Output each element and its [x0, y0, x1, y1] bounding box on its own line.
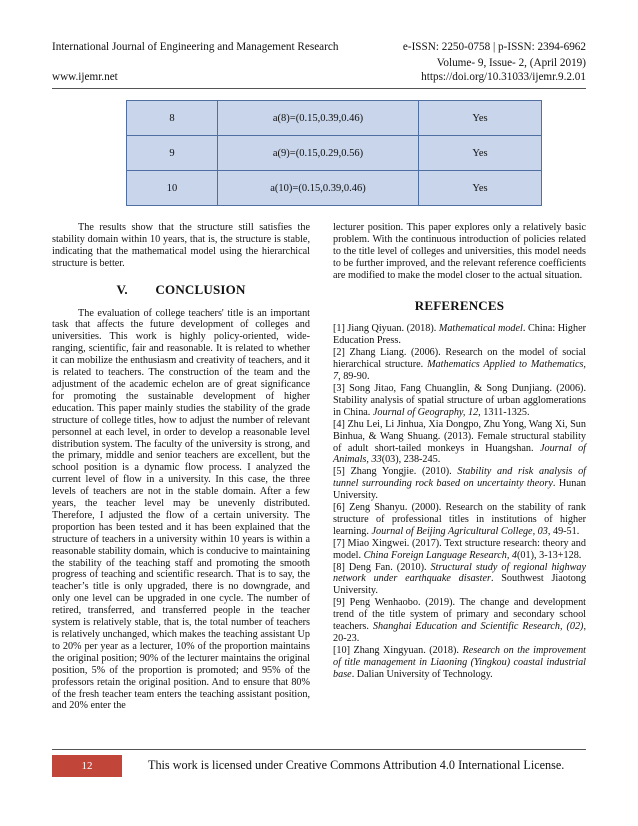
right-column [333, 222, 586, 681]
reference-text: [5] Zhang Yongjie. (2010). [333, 466, 458, 478]
section-title-conclusion: V. CONCLUSION [116, 281, 246, 297]
website-link[interactable]: www.ijemr.net [52, 71, 118, 83]
left-column [52, 222, 310, 712]
reference-text: [3] Song Jitao, Fang Chuanglin, & Song Dunjiang. (2006). Stability analysis of spatial structure of urban agglomerations in China. [333, 382, 586, 418]
table-row [127, 171, 542, 206]
table-row [127, 136, 542, 171]
reference-text: (03), 238-245. [381, 454, 441, 466]
journal-name: International Journal of Engineering and Management Research [52, 41, 339, 53]
stable-cell: Yes [419, 171, 542, 206]
reference-text: [10] Zhang Xingyuan. (2018). [333, 644, 463, 656]
reference-item [333, 466, 586, 502]
reference-text: . Southwest Jiaotong University. [333, 573, 586, 597]
reference-source: Research on the improvement of title management in Liaoning (Yingkou) coastal industrial base [333, 644, 586, 680]
reference-text: , 49-51. [547, 525, 580, 537]
reference-source: Mathematical model [438, 323, 523, 335]
reference-text: [6] Zeng Shanyu. (2000). Research on the stability of rank structure of professional titles in institutions of higher learning. [333, 502, 586, 537]
reference-item [333, 645, 586, 681]
results-paragraph: The results show that the structure still satisfies the stability domain within 10 years, that is, the structure is stable, indicating that the mathematical model using the hierarchical structure is better. [52, 222, 310, 269]
vector-cell: a(10)=(0.15,0.39,0.46) [218, 171, 419, 206]
reference-item [333, 419, 586, 467]
reference-item [333, 383, 586, 419]
vector-cell: a(9)=(0.15,0.29,0.56) [218, 136, 419, 171]
reference-text: , 1311-1325. [478, 406, 530, 418]
conclusion-paragraph: The evaluation of college teachers' title is an important task that affects the future development of colleges and universities. This work is highly policy-oriented, wide-ranging, scientific, fair and reasonable. It is related to whether it can mobilize the enthusiasm and creativity of teachers, and it is related to teachers. The construction of the team and the adjustment of the academic echelon are of great significance for promoting the sustainable development of higher education. This paper mainly studies the stability of the grade structure of college titles, how to adjust the number of relevant personnel at each level, in order to develop a reasonable level distribution system. The faculty of the university is strong, and the primary, middle and senior teachers are excellent, but the school position is a dynamic flow process. I analyzed the current level of flow in a university. In this case, the three levels of teachers are not in the stable domain. After a few years, the teacher level may be unevenly distributed. Therefore, I adjusted the flow of a certain university. The proportion has been tested and it has been explained that the structure of teachers in a university within 10 years is within a reasonable stability domain, which is conducive to maintaining the stability of the teaching staff and promoting the smooth progress of teaching and scientific research. That is to say, the teacher’s title is only upgraded, there is no downgrade, and only one level can be upgraded in one cycle. The number of retired, transferred, and transferred people in the teacher system is relatively stable, that is, the total number of teachers is relatively unchanged, which makes the teaching assistant Up to 20% per year as a lecturer, 10% of the proportion maintains the original position; 90% of the lecturer maintains the original position, 5% of the proportion is promoted; and 95% of the professors retain the original position. And to ensure that 80% of the fresh teacher team enters the teaching assistant position, and 20% enter the [52, 307, 310, 712]
page-number: 12 [52, 755, 122, 777]
reference-text: (01), 3-13+128. [517, 549, 582, 561]
reference-text: . Hunan University. [333, 478, 586, 502]
license-notice: This work is licensed under Creative Commons Attribution 4.0 International License. [148, 758, 565, 772]
volume-issue: Volume- 9, Issue- 2, (April 2019) [436, 57, 586, 69]
reference-item [333, 323, 586, 347]
reference-text: , 20-23. [333, 621, 586, 644]
reference-text: [1] Jiang Qiyuan. (2018). [333, 323, 439, 335]
reference-text: [4] Zhu Lei, Li Jinhua, Xia Dongpo, Zhu Yong, Wang Xi, Sun Binhua, & Wang Shuang. (2013). Female structural stability of adult short-tailed monkeys in Huangshan. [333, 418, 586, 454]
reference-text: [8] Deng Fan. (2010). [333, 561, 431, 573]
vector-cell: a(8)=(0.15,0.39,0.46) [218, 101, 419, 136]
reference-source: China Foreign Language Research, 4 [363, 549, 518, 561]
reference-text: . China: Higher Education Press. [333, 323, 586, 347]
table-row [127, 101, 542, 136]
reference-text: , 89-90. [338, 371, 370, 383]
conclusion-continuation: lecturer position. This paper explores only a relatively basic problem. With the continuous introduction of policies related to the title level of colleges and universities, this model needs to be further improved, and the relevant reference coefficients are modified to make the model closer to the actual situation. [333, 222, 586, 281]
reference-source: Shanghai Education and Scientific Research, (02) [372, 621, 584, 633]
reference-list [333, 323, 586, 680]
reference-text: [2] Zhang Liang. (2006). Research on the model of social hierarchical structure. [333, 347, 586, 371]
reference-item [333, 597, 586, 645]
results-table [126, 100, 542, 206]
row-index-cell: 9 [127, 136, 218, 171]
reference-source: Stability and risk analysis of tunnel surrounding rock based on uncertainty theory [333, 466, 586, 490]
reference-source: Journal of Animals, 33 [333, 442, 587, 466]
references-title: REFERENCES [414, 297, 505, 313]
reference-source: Journal of Beijing Agricultural College, 03 [371, 525, 548, 537]
reference-text: . Dalian University of Technology. [351, 668, 493, 680]
stable-cell: Yes [419, 101, 542, 136]
reference-text: [7] Miao Xingwei. (2017). Text structure research: theory and model. [333, 537, 586, 561]
footer-divider [52, 749, 586, 750]
reference-source: Journal of Geography, 12 [372, 406, 479, 418]
row-index-cell: 8 [127, 101, 218, 136]
reference-item [333, 562, 586, 598]
reference-text: [9] Peng Wenhaobo. (2019). The change and development trend of the title system of primary and secondary school teachers. [333, 597, 586, 633]
reference-item [333, 347, 586, 383]
doi-link[interactable]: https://doi.org/10.31033/ijemr.9.2.01 [421, 71, 586, 83]
reference-item [333, 538, 586, 562]
reference-item [333, 502, 586, 538]
header-divider [52, 88, 586, 89]
issn: e-ISSN: 2250-0758 | p-ISSN: 2394-6962 [402, 41, 586, 53]
row-index-cell: 10 [127, 171, 218, 206]
stable-cell: Yes [419, 136, 542, 171]
reference-source: Structural study of regional highway network under earthquake disaster [333, 561, 586, 585]
reference-source: Mathematics Applied to Mathematics, 7 [333, 359, 586, 383]
